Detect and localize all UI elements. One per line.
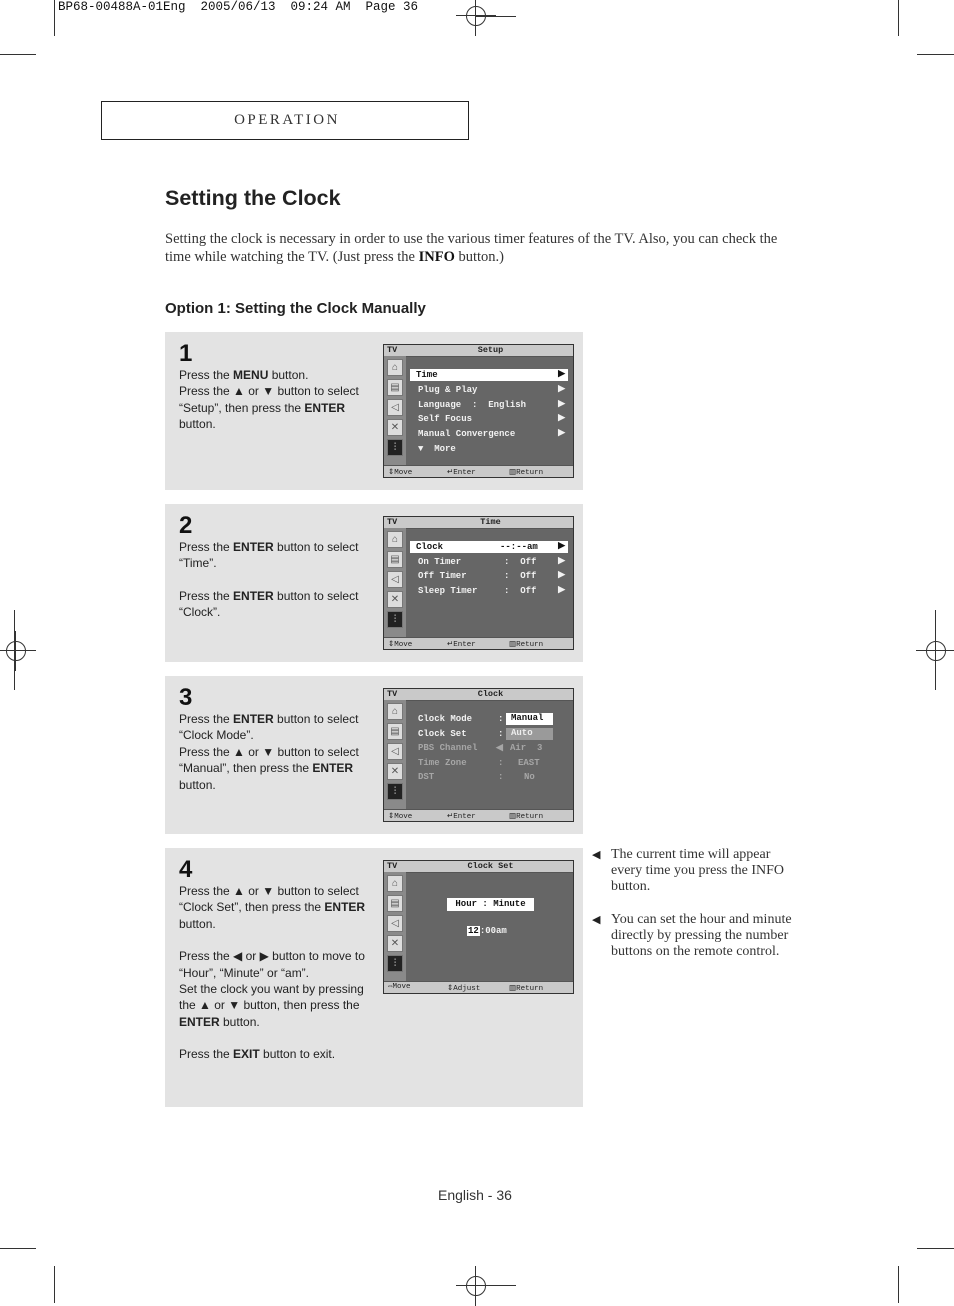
adjust-hint: ⇕Adjust — [447, 985, 481, 993]
osd-menu-row: PBS Channel ◀ Air 3 — [418, 743, 543, 753]
osd-menu-row: Sleep Timer : Off ▶ — [418, 585, 565, 596]
return-hint: ▥Return — [509, 985, 544, 993]
antenna-icon: ⌂ — [387, 359, 403, 376]
osd-sidebar — [384, 356, 406, 466]
note-item: ◀ You can set the hour and minute directly by pressing the number buttons on the remote control. — [592, 911, 792, 960]
option-title: Option 1: Setting the Clock Manually — [165, 300, 426, 317]
step-4-panel — [165, 848, 583, 1107]
time-value — [467, 920, 507, 938]
return-hint: ▥Return — [509, 813, 544, 821]
osd-tv-label: TV — [387, 345, 398, 355]
triangle-left-icon: ◀ — [592, 913, 601, 926]
step-3-panel — [165, 676, 583, 834]
step-number: 3 — [179, 684, 193, 711]
step-2-panel — [165, 504, 583, 662]
sound-icon: ◁ — [387, 399, 403, 416]
channel-icon: ✕ — [387, 591, 403, 608]
intro-paragraph: Setting the clock is necessary in order to use the various timer features of the TV. Also, you can check the time while watching the TV. (Just press the INFO button.) — [165, 231, 778, 265]
antenna-icon: ⌂ — [387, 531, 403, 548]
channel-icon: ✕ — [387, 419, 403, 436]
sound-icon: ◁ — [387, 915, 403, 932]
move-hint: ⇕Move — [388, 469, 413, 477]
sound-icon: ◁ — [387, 571, 403, 588]
channel-icon: ✕ — [387, 935, 403, 952]
osd-tv-label: TV — [387, 861, 398, 871]
move-hint: ⇕Move — [388, 641, 413, 649]
osd-title-bar — [384, 861, 573, 873]
picture-icon: ▤ — [387, 895, 403, 912]
osd-menu-row: Off Timer : Off ▶ — [418, 570, 565, 581]
clock-mode-auto-option: Auto — [506, 728, 553, 740]
picture-icon: ▤ — [387, 551, 403, 568]
step-instructions: Press the MENU button. Press the ▲ or ▼ button to select “Setup”, then press the ENTER button. — [179, 368, 359, 432]
osd-menu-title: Setup — [477, 345, 504, 355]
setup-icon: ⫶ — [387, 783, 403, 800]
osd-menu-row: On Timer : Off ▶ — [418, 556, 565, 567]
osd-tv-label: TV — [387, 689, 398, 699]
move-hint: ⇕Move — [388, 813, 413, 821]
setup-icon: ⫶ — [387, 955, 403, 972]
osd-time-menu — [383, 516, 574, 650]
move-hint: ⇔Move — [388, 983, 411, 991]
osd-title-bar — [384, 517, 573, 529]
osd-menu-row: Clock --:--am ▶ — [410, 541, 568, 553]
osd-tv-label: TV — [387, 517, 398, 527]
osd-menu-row: Time ▶ — [410, 369, 568, 381]
minute-am-field: :00am — [479, 926, 507, 936]
osd-menu-title: Time — [480, 517, 501, 527]
osd-setup-menu — [383, 344, 574, 478]
osd-menu-row: Time Zone : EAST — [418, 758, 540, 768]
step-instructions: Press the ENTER button to select “Clock Mode”. Press the ▲ or ▼ button to select “Manual”, then press the ENTER button. — [179, 712, 359, 792]
section-label: OPERATION — [234, 112, 340, 128]
section-header-box — [101, 101, 469, 140]
osd-menu-title: Clock — [477, 689, 504, 699]
step-number: 4 — [179, 856, 193, 883]
step-instructions: Press the ▲ or ▼ button to select “Clock Set”, then press the ENTER button. Press the ◀ or ▶ button to move to “Hour”, “Minute” or “am”. Set the clock you want by pressing the ▲ or ▼ button, then press the ENTER button. Press the EXIT button to exit. — [179, 884, 366, 1062]
hour-field: 12 — [468, 926, 479, 936]
osd-clock-set-menu — [383, 860, 574, 994]
osd-clock-menu — [383, 688, 574, 822]
enter-hint: ↵Enter — [447, 469, 476, 477]
osd-title-bar — [384, 345, 573, 357]
osd-menu-row: Plug & Play ▶ — [418, 384, 565, 395]
note-item: ◀ The current time will appear every time you press the INFO button. — [592, 847, 785, 895]
osd-menu-row: Manual Convergence ▶ — [418, 428, 565, 439]
osd-menu-title: Clock Set — [467, 861, 514, 871]
step-number: 1 — [179, 340, 193, 367]
osd-sidebar — [384, 700, 406, 810]
osd-menu-row: Self Focus ▶ — [418, 413, 565, 424]
osd-footer — [384, 465, 573, 477]
osd-menu-row: ▼ More — [418, 444, 456, 454]
antenna-icon: ⌂ — [387, 875, 403, 892]
picture-icon: ▤ — [387, 379, 403, 396]
enter-hint: ↵Enter — [447, 641, 476, 649]
step-instructions: Press the ENTER button to select “Time”. Press the ENTER button to select “Clock”. — [179, 540, 359, 620]
osd-sidebar — [384, 528, 406, 638]
sound-icon: ◁ — [387, 743, 403, 760]
osd-sidebar — [384, 872, 406, 982]
print-header: BP68-00488A-01Eng 2005/06/13 09:24 AM Page 36 — [58, 0, 419, 14]
channel-icon: ✕ — [387, 763, 403, 780]
page-title: Setting the Clock — [165, 186, 341, 210]
setup-icon: ⫶ — [387, 611, 403, 628]
side-notes — [592, 847, 802, 969]
return-hint: ▥Return — [509, 641, 544, 649]
osd-menu-row: Clock Set : — [418, 729, 504, 739]
enter-hint: ↵Enter — [447, 813, 476, 821]
hour-minute-label: Hour : Minute — [447, 898, 534, 911]
osd-menu-row: Clock Mode : — [418, 714, 504, 724]
return-hint: ▥Return — [509, 469, 544, 477]
setup-icon: ⫶ — [387, 439, 403, 456]
osd-menu-row: Language : English ▶ — [418, 399, 565, 410]
step-1-panel — [165, 332, 583, 490]
osd-footer — [384, 637, 573, 649]
osd-footer — [384, 981, 573, 993]
picture-icon: ▤ — [387, 723, 403, 740]
osd-footer — [384, 809, 573, 821]
triangle-left-icon: ◀ — [592, 849, 601, 861]
osd-menu-row: DST : No — [418, 772, 535, 782]
osd-title-bar — [384, 689, 573, 701]
step-number: 2 — [179, 512, 193, 539]
antenna-icon: ⌂ — [387, 703, 403, 720]
clock-mode-manual-option: Manual — [506, 713, 553, 725]
page-footer: English - 36 — [438, 1187, 512, 1203]
